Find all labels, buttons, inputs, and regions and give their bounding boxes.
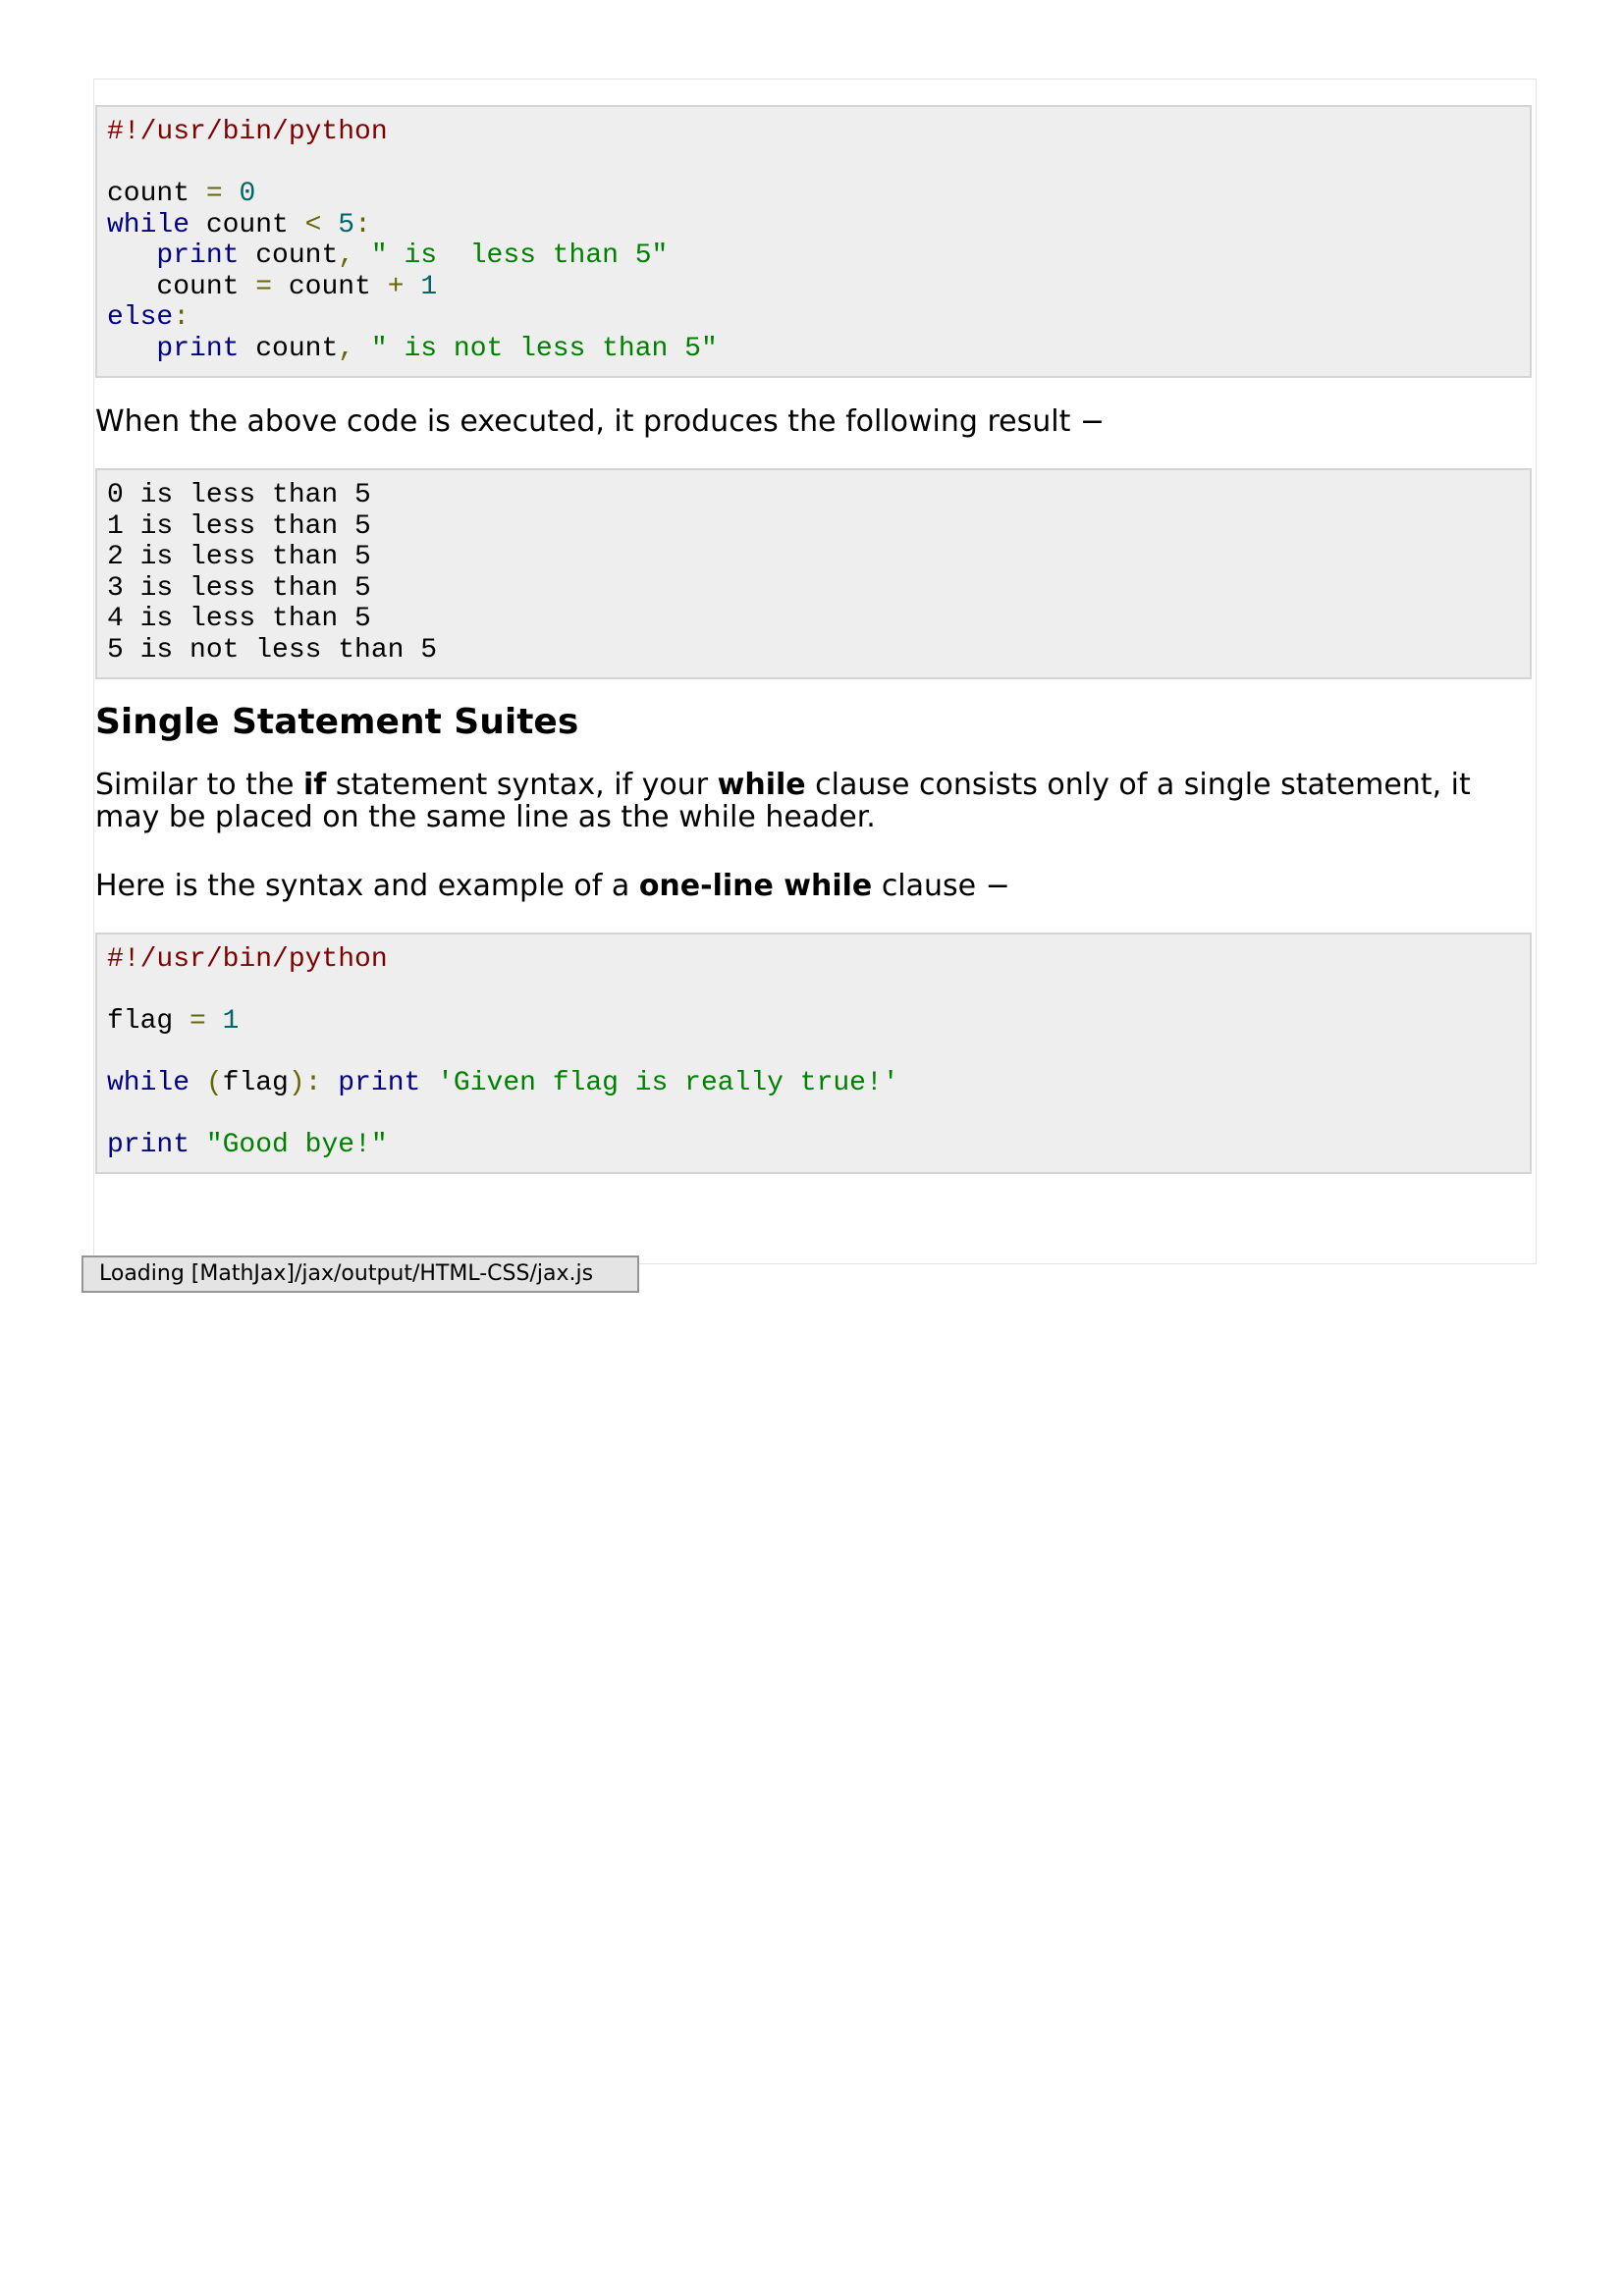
code-token: count <box>156 271 240 302</box>
code-line <box>107 1038 1520 1069</box>
code-token: , <box>338 333 355 364</box>
code-line <box>107 1068 1520 1099</box>
code-line <box>107 272 1520 303</box>
paragraph-text: clause − <box>872 869 1010 903</box>
code-keyword: print <box>338 1068 421 1098</box>
code-token: count <box>107 179 190 209</box>
paragraph-text: Similar to the <box>95 768 303 802</box>
code-line <box>107 302 1520 334</box>
code-line <box>107 944 1520 976</box>
code-token: count <box>255 240 339 271</box>
code-line <box>107 1099 1520 1131</box>
paragraph-text: clause consists only of a single statement, it may be placed on the same line as the while header. <box>95 768 1471 834</box>
code-keyword: while <box>107 1068 190 1098</box>
code-line <box>107 1130 1520 1161</box>
output-line: 0 is less than 5 <box>107 480 371 510</box>
code-token: + <box>387 271 405 302</box>
code-string: 'Given flag is really true!' <box>437 1068 899 1098</box>
code-token: 0 <box>239 179 256 209</box>
code-token: flag <box>222 1068 289 1098</box>
code-token: 1 <box>420 271 438 302</box>
code-keyword: print <box>107 1130 190 1160</box>
keyword-emphasis: if <box>302 768 327 802</box>
output-line: 1 is less than 5 <box>107 510 371 542</box>
code-token: ): <box>288 1068 322 1098</box>
code-line <box>107 1006 1520 1038</box>
keyword-emphasis: one-line while <box>638 869 873 903</box>
code-keyword: print <box>156 240 240 271</box>
code-line <box>107 240 1520 272</box>
code-token: : <box>354 209 371 240</box>
code-keyword: print <box>156 333 240 364</box>
code-token: 5 <box>338 209 355 240</box>
code-string: " is less than 5" <box>370 240 669 271</box>
code-token: 1 <box>222 1006 240 1037</box>
output-line: 3 is less than 5 <box>107 572 371 604</box>
section-paragraph <box>95 769 1537 833</box>
code-comment: #!/usr/bin/python <box>107 944 388 975</box>
syntax-intro-paragraph <box>95 870 1537 902</box>
code-token: count <box>255 333 339 364</box>
code-line <box>107 179 1520 210</box>
code-line <box>107 148 1520 180</box>
code-keyword: while <box>107 209 190 240</box>
code-token: = <box>205 179 223 209</box>
code-token: count <box>288 271 371 302</box>
output-line: 5 is not less than 5 <box>107 634 438 666</box>
code-line <box>107 334 1520 365</box>
paragraph-text: statement syntax, if your <box>326 768 718 802</box>
code-block-while-else <box>95 105 1532 378</box>
mathjax-loading-status: Loading [MathJax]/jax/output/HTML-CSS/jax.js <box>81 1255 639 1293</box>
result-intro-text: When the above code is executed, it produces the following result − <box>95 404 1106 439</box>
code-token: < <box>304 209 322 240</box>
code-line <box>107 117 1520 148</box>
code-token: flag <box>107 1006 174 1037</box>
code-token: : <box>173 302 190 333</box>
code-token: ( <box>205 1068 223 1098</box>
code-token: = <box>189 1006 206 1037</box>
code-string: " is not less than 5" <box>370 333 718 364</box>
code-string: "Good bye!" <box>205 1130 388 1160</box>
code-comment: #!/usr/bin/python <box>107 117 388 147</box>
code-line <box>107 976 1520 1007</box>
keyword-emphasis: while <box>717 768 806 802</box>
code-keyword: else <box>107 302 174 333</box>
output-line: 2 is less than 5 <box>107 542 371 572</box>
output-block <box>95 468 1532 679</box>
section-heading: Single Statement Suites <box>95 702 579 742</box>
code-token: , <box>338 240 355 271</box>
output-line: 4 is less than 5 <box>107 604 371 634</box>
paragraph-text: Here is the syntax and example of a <box>95 869 639 903</box>
code-token: = <box>255 271 273 302</box>
content-frame <box>93 79 1537 1264</box>
code-token: count <box>205 209 289 240</box>
code-block-one-line-while <box>95 933 1532 1174</box>
code-line <box>107 210 1520 241</box>
